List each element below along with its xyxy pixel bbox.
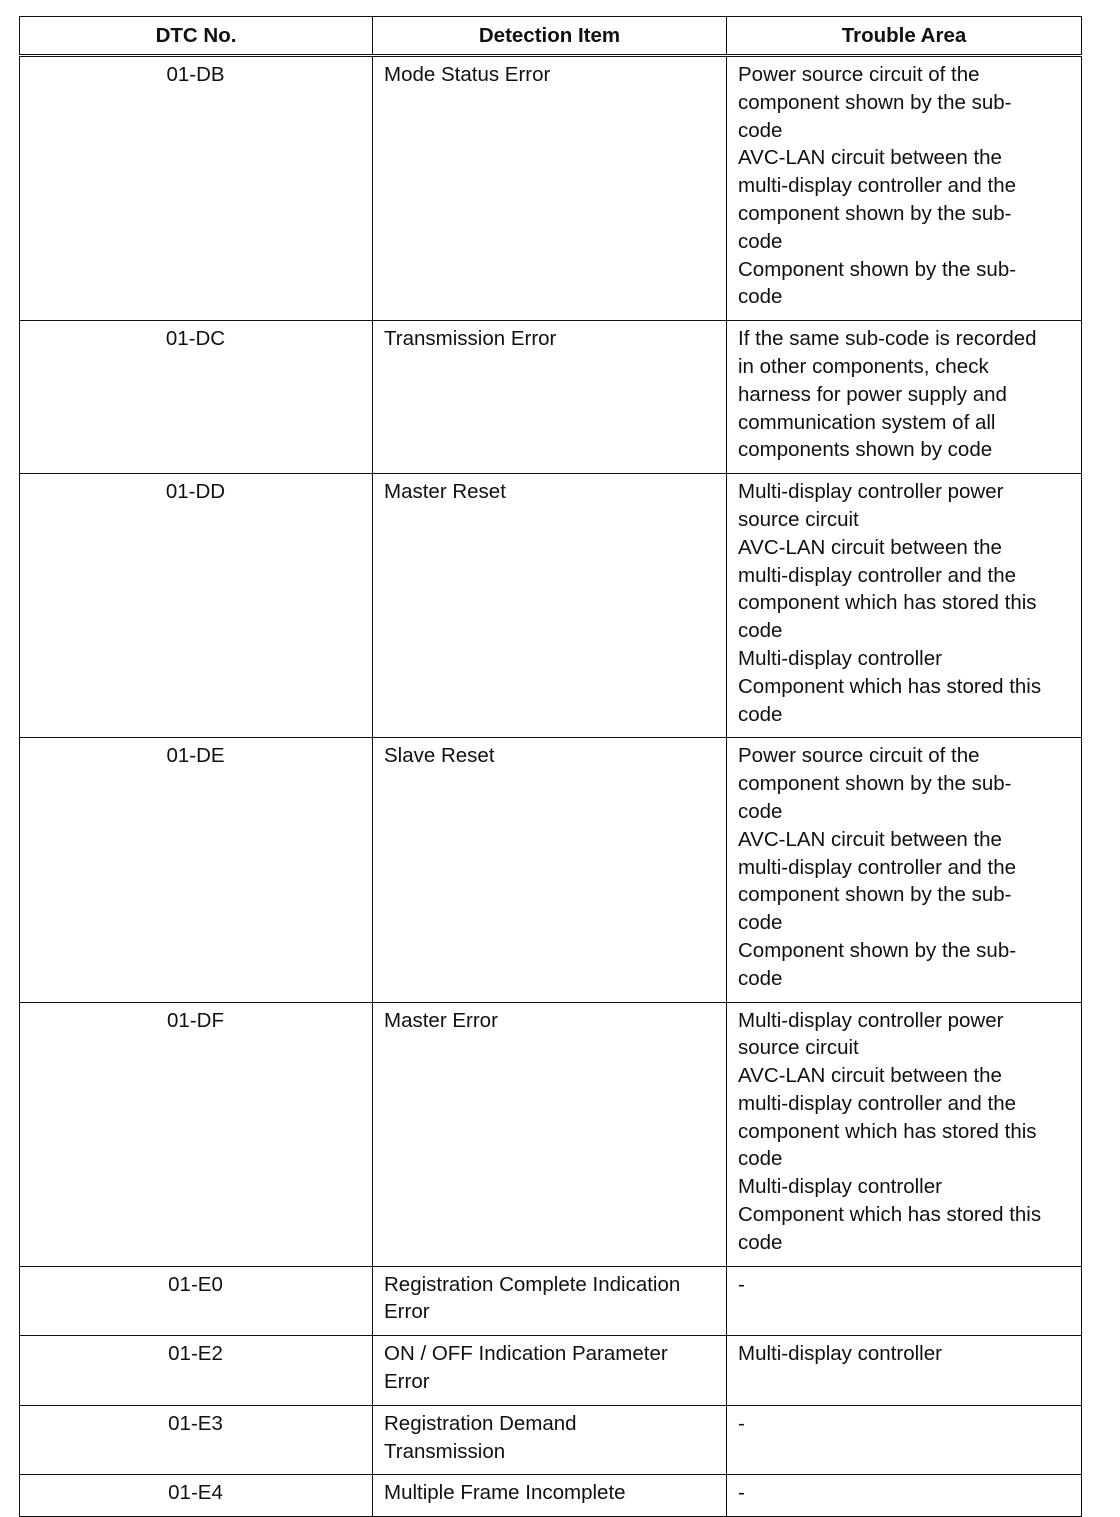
table-row — [20, 321, 1082, 474]
trouble-area-line: source circuit — [738, 1036, 859, 1060]
trouble-area-line: AVC-LAN circuit between the — [738, 827, 1002, 851]
trouble-area-line: Power source circuit of the — [738, 63, 980, 86]
table-body — [20, 56, 1082, 1517]
trouble-area-cell — [727, 1266, 1082, 1336]
table-row — [20, 738, 1082, 1002]
header-dtc-no: DTC No. — [20, 17, 373, 56]
trouble-area-line: Component shown by the sub- — [738, 938, 1017, 962]
trouble-area-line: code — [738, 911, 783, 935]
table-row — [20, 1002, 1082, 1266]
trouble-area-line: code — [738, 229, 783, 253]
dtc-code-cell: 01-DF — [20, 1002, 373, 1266]
table-header — [20, 17, 1082, 56]
trouble-area-cell — [727, 56, 1082, 321]
header-row — [20, 17, 1082, 56]
trouble-area-line: code — [738, 1147, 783, 1171]
trouble-area-line: AVC-LAN circuit between the — [738, 1064, 1002, 1088]
trouble-area-line: code — [738, 118, 783, 142]
trouble-area-line: code — [738, 1230, 783, 1254]
trouble-area-line: component which has stored this — [738, 1119, 1037, 1143]
trouble-area-line: component which has stored this — [738, 591, 1037, 615]
detection-item-line: Master Error — [384, 1008, 498, 1032]
dtc-table — [19, 16, 1082, 1517]
trouble-area-line: component shown by the sub- — [738, 90, 1012, 114]
trouble-area-line: Component which has stored this — [738, 674, 1042, 698]
table-row — [20, 1336, 1082, 1406]
dtc-code-cell: 01-E2 — [20, 1336, 373, 1406]
dtc-code-cell: 01-DD — [20, 474, 373, 738]
trouble-area-line: Multi-display controller power — [738, 480, 1004, 504]
trouble-area-line: - — [738, 1411, 745, 1435]
trouble-area-cell — [727, 1002, 1082, 1266]
detection-item-cell — [373, 1266, 727, 1336]
trouble-area-line: in other components, check — [738, 354, 989, 378]
dtc-code-cell: 01-E3 — [20, 1405, 373, 1475]
detection-item-line: Mode Status Error — [384, 63, 551, 86]
trouble-area-cell — [727, 1336, 1082, 1406]
dtc-code-cell: 01-DB — [20, 56, 373, 321]
table-row — [20, 1405, 1082, 1475]
detection-item-line: Registration Demand — [384, 1411, 577, 1435]
trouble-area-line: Multi-display controller power — [738, 1008, 1004, 1032]
trouble-area-line: code — [738, 619, 783, 643]
trouble-area-line: - — [738, 1481, 745, 1505]
detection-item-cell — [373, 1336, 727, 1406]
trouble-area-line: AVC-LAN circuit between the — [738, 535, 1002, 559]
table-row — [20, 1266, 1082, 1336]
trouble-area-line: harness for power supply and — [738, 382, 1007, 406]
trouble-area-line: component shown by the sub- — [738, 883, 1012, 907]
trouble-area-line: Multi-display controller — [738, 1175, 942, 1199]
trouble-area-line: components shown by code — [738, 438, 993, 462]
trouble-area-line: code — [738, 285, 783, 309]
detection-item-line: Multiple Frame Incomplete — [384, 1481, 626, 1505]
trouble-area-cell — [727, 321, 1082, 474]
dtc-code-cell: 01-DE — [20, 738, 373, 1002]
trouble-area-line: multi-display controller and the — [738, 563, 1017, 587]
dtc-code-cell: 01-E4 — [20, 1475, 373, 1517]
table-row — [20, 1475, 1082, 1517]
trouble-area-line: If the same sub-code is recorded — [738, 327, 1037, 351]
trouble-area-line: source circuit — [738, 507, 859, 531]
trouble-area-cell — [727, 1405, 1082, 1475]
trouble-area-line: multi-display controller and the — [738, 174, 1017, 198]
detection-item-cell — [373, 1475, 727, 1517]
trouble-area-line: communication system of all — [738, 410, 996, 434]
trouble-area-line: Multi-display controller — [738, 1342, 942, 1366]
trouble-area-line: code — [738, 966, 783, 990]
detection-item-line: Registration Complete Indication — [384, 1272, 681, 1296]
trouble-area-line: Multi-display controller — [738, 646, 942, 670]
detection-item-cell — [373, 474, 727, 738]
detection-item-line: ON / OFF Indication Parameter — [384, 1342, 668, 1366]
trouble-area-line: component shown by the sub- — [738, 772, 1012, 796]
trouble-area-cell — [727, 1475, 1082, 1517]
detection-item-cell — [373, 321, 727, 474]
detection-item-line: Slave Reset — [384, 744, 495, 768]
trouble-area-line: - — [738, 1272, 745, 1296]
trouble-area-line: Power source circuit of the — [738, 744, 980, 768]
detection-item-cell — [373, 56, 727, 321]
detection-item-line: Error — [384, 1370, 430, 1394]
detection-item-cell — [373, 1002, 727, 1266]
header-detection-item: Detection Item — [373, 17, 727, 56]
dtc-code-cell: 01-DC — [20, 321, 373, 474]
detection-item-cell — [373, 1405, 727, 1475]
trouble-area-line: AVC-LAN circuit between the — [738, 146, 1002, 170]
trouble-area-cell — [727, 738, 1082, 1002]
trouble-area-line: component shown by the sub- — [738, 201, 1012, 225]
trouble-area-line: code — [738, 799, 783, 823]
detection-item-line: Transmission — [384, 1439, 506, 1463]
detection-item-cell — [373, 738, 727, 1002]
trouble-area-line: code — [738, 702, 783, 726]
detection-item-line: Error — [384, 1300, 430, 1324]
detection-item-line: Master Reset — [384, 480, 506, 504]
trouble-area-line: Component which has stored this — [738, 1203, 1042, 1227]
trouble-area-line: multi-display controller and the — [738, 1091, 1017, 1115]
trouble-area-line: multi-display controller and the — [738, 855, 1017, 879]
detection-item-line: Transmission Error — [384, 327, 557, 351]
dtc-code-cell: 01-E0 — [20, 1266, 373, 1336]
table-row — [20, 474, 1082, 738]
trouble-area-cell — [727, 474, 1082, 738]
table-row — [20, 56, 1082, 321]
header-trouble-area: Trouble Area — [727, 17, 1082, 56]
trouble-area-line: Component shown by the sub- — [738, 257, 1017, 281]
